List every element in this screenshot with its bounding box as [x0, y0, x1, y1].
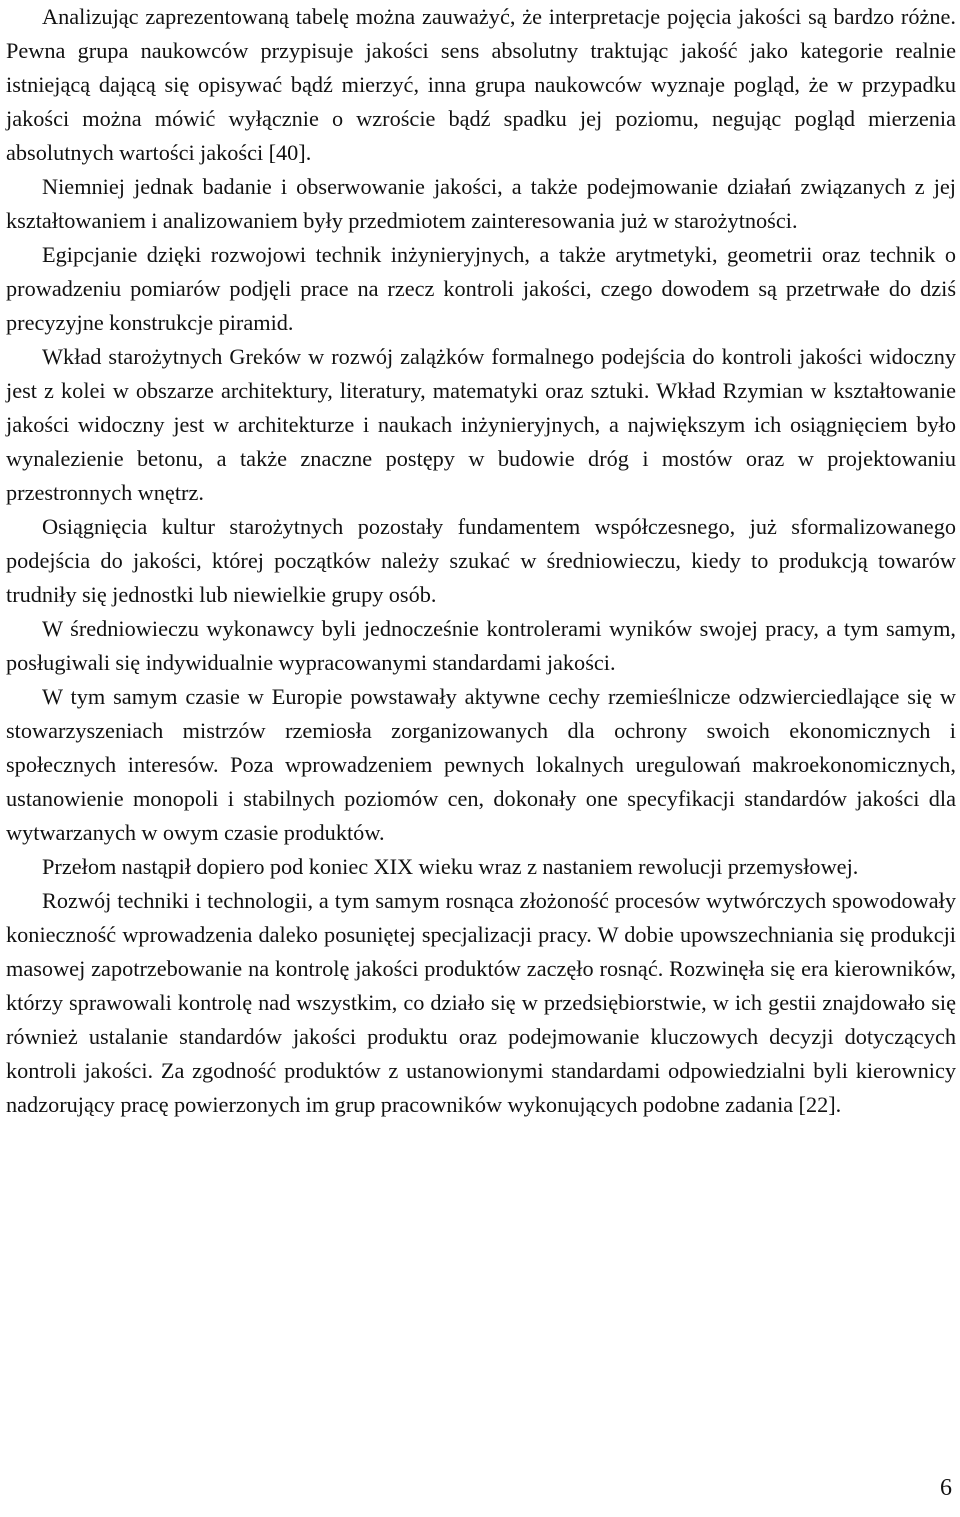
paragraph-quality-interpretations: Analizując zaprezentowaną tabelę można zauważyć, że interpretacje pojęcia jakości są bardzo różne. Pewna grupa naukowców przypisuje jakości sens absolutny traktując jakość jako kategorie realnie istniejącą dającą się opisywać bądź mierzyć, inna grupa naukowców wyznaje pogląd, że w przypadku jakości można mówić wyłącznie o wzroście bądź spadku jej poziomu, negując pogląd mierzenia absolutnych wartości jakości [40].: [6, 4, 956, 165]
page-number: 6: [940, 1475, 952, 1501]
paragraph-specialization: Rozwój techniki i technologii, a tym samym rosnąca złożoność procesów wytwórczych spowodowały konieczność wprowadzenia daleko posuniętej specjalizacji pracy. W dobie upowszechniania się produkcji masowej zapotrzebowanie na kontrolę jakości produktów zaczęło rosnąć. Rozwinęła się era kierowników, którzy sprawowali kontrolę nad wszystkim, co działo się w przedsiębiorstwie, w ich gestii znajdowało się również ustalanie standardów jakości produktu oraz podejmowanie kluczowych decyzji dotyczących kontroli jakości. Za zgodność produktów z ustanowionymi standardami odpowiedzialni byli kierownicy nadzorujący pracę powierzonych im grup pracowników wykonujących podobne zadania [22].: [6, 888, 956, 1117]
paragraph-industrial-revolution: Przełom nastąpił dopiero pod koniec XIX wieku wraz z nastaniem rewolucji przemysłowej.: [42, 854, 859, 879]
paragraph-medieval-contractors: W średniowieczu wykonawcy byli jednocześnie kontrolerami wyników swojej pracy, a tym samym, posługiwali się indywidualnie wypracowanymi standardami jakości.: [6, 616, 956, 675]
paragraph-egyptians: Egipcjanie dzięki rozwojowi technik inżynieryjnych, a także arytmetyki, geometrii oraz technik o prowadzeniu pomiarów podjęli prace na rzecz kontroli jakości, czego dowodem są przetrwałe do dziś precyzyjne konstrukcje piramid.: [6, 242, 956, 335]
document-body: [6, 0, 956, 1122]
paragraph-middle-ages-foundations: Osiągnięcia kultur starożytnych pozostały fundamentem współczesnego, już sformalizowanego podejścia do jakości, której początków należy szukać w średniowieczu, kiedy to produkcją towarów trudniły się jednostki lub niewielkie grupy osób.: [6, 514, 956, 607]
paragraph-guilds: W tym samym czasie w Europie powstawały aktywne cechy rzemieślnicze odzwierciedlające się w stowarzyszeniach mistrzów rzemiosła zorganizowanych dla ochrony swoich ekonomicznych i społecznych interesów. Poza wprowadzeniem pewnych lokalnych uregulowań makroekonomicznych, ustanowienie monopoli i stabilnych poziomów cen, dokonały one specyfikacji standardów jakości dla wytwarzanych w owym czasie produktów.: [6, 684, 956, 845]
paragraph-greeks-romans: Wkład starożytnych Greków w rozwój zalążków formalnego podejścia do kontroli jakości widoczny jest z kolei w obszarze architektury, literatury, matematyki oraz sztuki. Wkład Rzymian w kształtowanie jakości widoczny jest w architekturze i naukach inżynieryjnych, a największym ich osiągnięciem było wynalezienie betonu, a także znaczne postępy w budowie dróg i mostów oraz w projektowaniu przestronnych wnętrz.: [6, 344, 956, 505]
paragraph-antiquity-interest: Niemniej jednak badanie i obserwowanie jakości, a także podejmowanie działań związanych z jej kształtowaniem i analizowaniem były przedmiotem zainteresowania już w starożytności.: [6, 174, 956, 233]
